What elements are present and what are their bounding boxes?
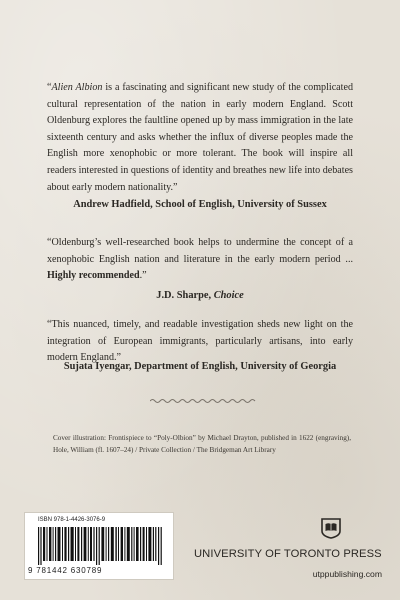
review-source: Choice xyxy=(213,290,244,301)
publisher-url[interactable]: utppublishing.com xyxy=(312,569,382,579)
review-attribution-sharpe xyxy=(0,290,400,301)
review-attribution-hadfield: Andrew Hadfield, School of English, University of Sussex xyxy=(73,199,327,210)
review-quote-iyengar: “This nuanced, timely, and readable investigation sheds new light on the integration of European immigrants, particularly artisans, into early modern England.” xyxy=(47,319,353,364)
quote-close: .” xyxy=(139,270,147,282)
quote-body: “Oldenburg’s well-researched book helps to undermine the concept of a xenophobic English nation and literature in the early modern period ... xyxy=(47,237,353,265)
review-attribution-iyengar: Sujata Iyengar, Department of English, University of Georgia xyxy=(63,361,337,372)
ornamental-divider xyxy=(150,398,256,404)
reviewer-name: J.D. Sharpe, xyxy=(156,290,214,301)
quote-open-mark: “ xyxy=(47,82,52,93)
book-title-italic: Alien Albion xyxy=(51,82,103,93)
isbn-label: ISBN 978-1-4426-3076-9 xyxy=(38,517,106,523)
barcode-icon xyxy=(38,527,164,565)
publisher-name: UNIVERSITY OF TORONTO PRESS xyxy=(194,548,382,560)
review-quote-hadfield xyxy=(47,80,353,196)
review-quote-sharpe xyxy=(47,235,353,285)
book-shield-icon xyxy=(320,517,342,539)
cover-illustration-credit: Cover illustration: Frontispiece to “Poly-Olbion” by Michael Drayton, published in 1622 (engraving), Hole, William (fl. 1607–24) / Private Collection / The Bridgeman Art Library xyxy=(53,434,351,454)
quote-bold-phrase: Highly recommended xyxy=(47,270,140,282)
quote-body: is a fascinating and significant new study of the complicated cultural representation of the nation in early modern England. Scott Oldenburg explores the faultline opened up by mass immigration in the late sixteenth century and asks whether the influx of diverse peoples made the English more xenophobic or more tolerant. The book will inspire all readers interested in questions of identity and breathes new life into debates about early modern nationality.” xyxy=(47,82,353,193)
barcode-digits: 9 781442 630789 xyxy=(28,566,103,575)
